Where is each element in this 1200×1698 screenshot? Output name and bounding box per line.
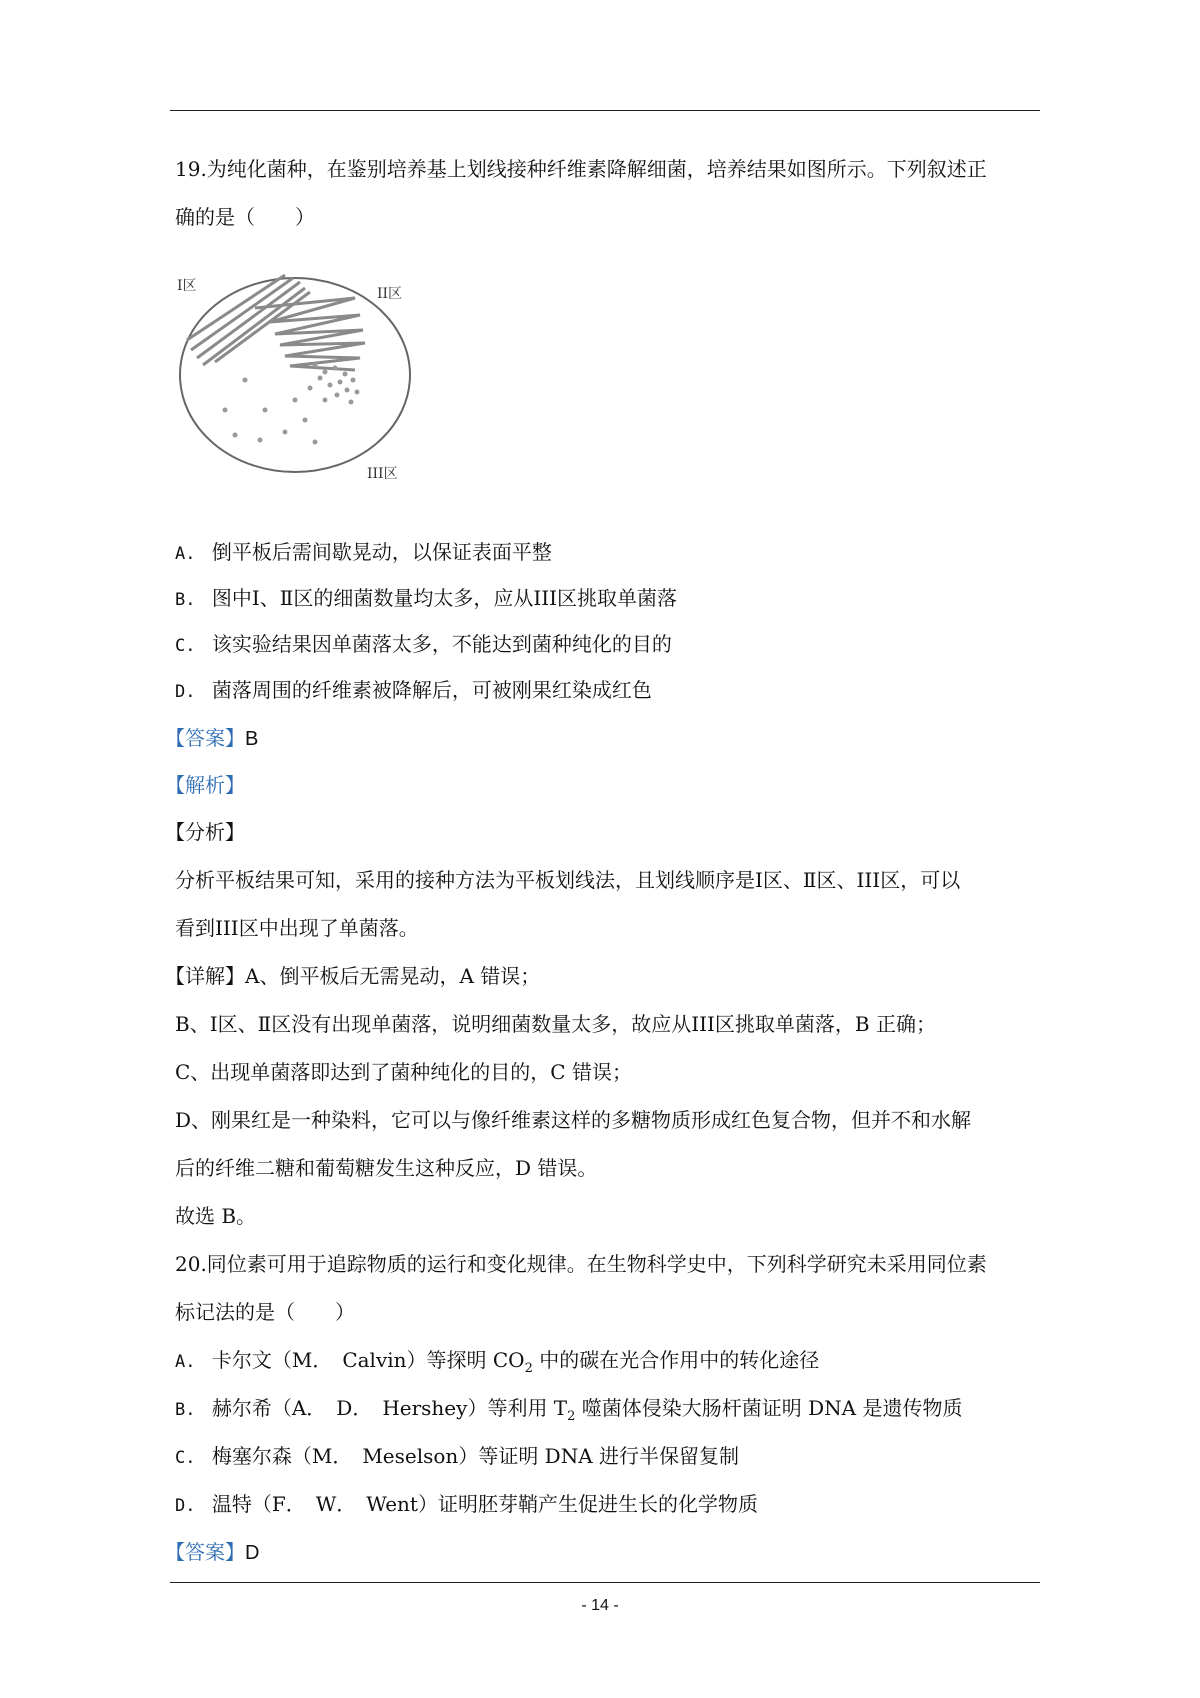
q20-option-b [175, 1394, 962, 1431]
q19-detail-line2: B、Ⅰ区、Ⅱ区没有出现单菌落，说明细菌数量太多，故应从III区挑取单菌落，B 正确； [175, 1012, 936, 1036]
q19-option-a [175, 538, 552, 568]
q19-option-d [175, 676, 652, 706]
answer-label: 【答案】 [165, 726, 245, 750]
option-text: 赫尔希（A． D． Hershey）等利用 $T_2$ 噬菌体侵染大肠杆菌证明 DNA 是遗传物质 [211, 1396, 963, 1424]
option-text: 温特（F． W． Went）证明胚芽鞘产生促进生长的化学物质 [211, 1492, 758, 1516]
option-text: 梅塞尔森（M． Meselson）等证明 DNA 进行半保留复制 [211, 1444, 740, 1468]
q19-option-b [175, 584, 677, 614]
q19-stem-line2: 确的是（ ） [175, 205, 315, 229]
q19-answer [165, 724, 258, 753]
q19-detail-line1 [165, 962, 540, 990]
answer-label: 【答案】 [165, 1540, 245, 1564]
detail-text: A、倒平板后无需晃动，A 错误； [245, 964, 541, 988]
petri-dish-outline [180, 278, 410, 472]
q20-stem-line2: 标记法的是（ ） [175, 1300, 355, 1324]
option-letter: B. [175, 1400, 196, 1420]
q20-option-a [175, 1346, 819, 1383]
zone3-label: III区 [367, 466, 398, 482]
option-letter: D. [175, 682, 196, 702]
zone1-label: I区 [177, 278, 197, 294]
q19-stem-line1: 19.为纯化菌种，在鉴别培养基上划线接种纤维素降解细菌，培养结果如图所示。下列叙述正 [175, 157, 987, 181]
q20-option-c [175, 1442, 739, 1472]
option-text: 卡尔文（M． Calvin）等探明 $CO_2$ 中的碳在光合作用中的转化途径 [211, 1348, 820, 1376]
q19-conclusion: 故选 B。 [175, 1204, 257, 1228]
option-text: 图中Ⅰ、Ⅱ区的细菌数量均太多，应从III区挑取单菌落 [211, 586, 678, 610]
option-letter: B. [175, 590, 196, 610]
q19-fenxi-label: 【分析】 [165, 820, 245, 844]
option-text: 该实验结果因单菌落太多，不能达到菌种纯化的目的 [211, 632, 672, 656]
q19-fenxi-line1: 分析平板结果可知，采用的接种方法为平板划线法，且划线顺序是Ⅰ区、Ⅱ区、III区，可以 [175, 868, 961, 892]
header-rule [170, 110, 1040, 111]
zone2-streaks [255, 298, 365, 370]
q19-option-c [175, 630, 672, 660]
option-letter: D. [175, 1496, 196, 1516]
answer-value: D [245, 1542, 260, 1564]
q19-detail-line5: 后的纤维二糖和葡萄糖发生这种反应，D 错误。 [175, 1156, 598, 1180]
page-number: - 14 - [581, 1597, 619, 1614]
option-letter: A. [175, 1352, 196, 1372]
zone3-colonies [223, 363, 360, 445]
q20-option-d [175, 1490, 758, 1520]
option-text: 菌落周围的纤维素被降解后，可被刚果红染成红色 [211, 678, 652, 702]
option-letter: C. [175, 636, 196, 656]
q19-detail-line4: D、刚果红是一种染料，它可以与像纤维素这样的多糖物质形成红色复合物，但并不和水解 [175, 1108, 972, 1132]
option-letter: A. [175, 544, 196, 564]
zone2-label: II区 [377, 286, 403, 302]
option-text: 倒平板后需间歇晃动，以保证表面平整 [211, 540, 552, 564]
answer-value: B [245, 728, 259, 750]
option-letter: C. [175, 1448, 196, 1468]
petri-dish-figure [175, 270, 435, 495]
footer-rule [170, 1582, 1040, 1583]
q19-fenxi-line2: 看到III区中出现了单菌落。 [175, 916, 419, 940]
q20-stem-line1: 20.同位素可用于追踪物质的运行和变化规律。在生物科学史中，下列科学研究未采用同位素 [175, 1252, 987, 1276]
detail-label: 【详解】 [165, 964, 245, 988]
q19-detail-line3: C、出现单菌落即达到了菌种纯化的目的，C 错误； [175, 1060, 632, 1084]
q20-answer [165, 1538, 259, 1567]
q19-analysis-label: 【解析】 [165, 773, 245, 797]
